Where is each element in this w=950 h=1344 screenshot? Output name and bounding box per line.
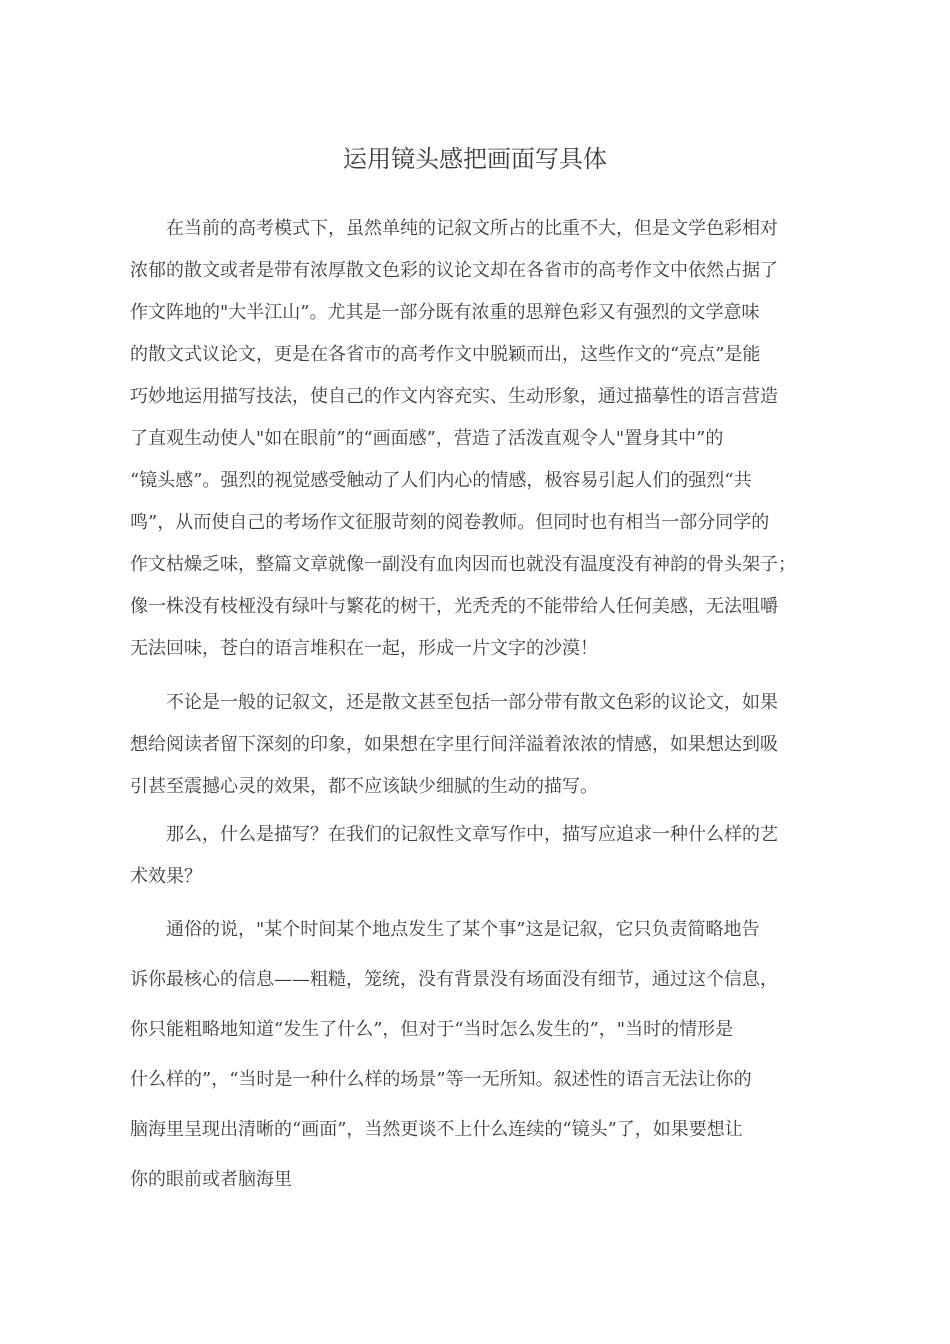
- text-line: 什么样的”，“当时是一种什么样的场景”等一无所知。叙述性的语言无法让你的: [130, 1069, 752, 1090]
- text-line: 不论是一般的记叙文，还是散文甚至包括一部分带有散文色彩的议论文，如果: [166, 692, 778, 713]
- paragraph-1: [130, 208, 820, 670]
- text-line: 术效果？: [130, 866, 202, 887]
- text-line: 浓郁的散文或者是带有浓厚散文色彩的议论文却在各省市的高考作文中依然占据了: [130, 260, 778, 281]
- text-line: 作文枯燥乏味，整篇文章就像一副没有血肉因而也就没有温度没有神韵的骨头架子；: [130, 554, 796, 575]
- text-line: 在当前的高考模式下，虽然单纯的记叙文所占的比重不大，但是文学色彩相对: [166, 218, 778, 239]
- text-line: 通俗的说，"某个时间某个地点发生了某个事”这是记叙，它只负责简略地告: [166, 919, 760, 940]
- text-line: 无法回味，苍白的语言堆积在一起，形成一片文字的沙漠！: [130, 638, 598, 659]
- text-line: “镜头感”。强烈的视觉感受触动了人们内心的情感，极容易引起人们的强烈“共: [130, 470, 752, 491]
- text-line: 诉你最核心的信息——粗糙，笼统，没有背景没有场面没有细节，通过这个信息，: [130, 969, 778, 990]
- text-line: 引甚至震撼心灵的效果，都不应该缺少细腻的生动的描写。: [130, 776, 598, 797]
- text-line: 的散文式议论文，更是在各省市的高考作文中脱颖而出，这些作文的“亮点”是能: [130, 344, 761, 365]
- text-line: 了直观生动使人"如在眼前”的“画面感”，营造了活泼直观令人"置身其中”的: [130, 428, 724, 449]
- text-line: 想给阅读者留下深刻的印象，如果想在字里行间洋溢着浓浓的情感，如果想达到吸: [130, 734, 778, 755]
- text-line: 像一株没有枝桠没有绿叶与繁花的树干，光秃秃的不能带给人任何美感，无法咀嚼: [130, 596, 778, 617]
- text-line: 那么，什么是描写？在我们的记叙性文章写作中，描写应追求一种什么样的艺: [166, 824, 778, 845]
- text-line: 你只能粗略地知道“发生了什么”，但对于“当时怎么发生的”，"当时的情形是: [130, 1019, 734, 1040]
- document-title: 运用镜头感把画面写具体: [343, 145, 607, 173]
- text-line: 作文阵地的"大半江山”。尤其是一部分既有浓重的思辩色彩又有强烈的文学意味: [130, 302, 760, 323]
- text-line: 你的眼前或者脑海里: [130, 1169, 292, 1190]
- text-line: 鸣”，从而使自己的考场作文征服苛刻的阅卷教师。但同时也有相当一部分同学的: [130, 512, 770, 533]
- paragraph-2: [130, 682, 820, 808]
- text-line: 脑海里呈现出清晰的“画面”，当然更谈不上什么连续的“镜头”了，如果要想让: [130, 1119, 743, 1140]
- paragraph-3: [130, 814, 820, 898]
- paragraph-4: [130, 905, 820, 1205]
- text-line: 巧妙地运用描写技法，使自己的作文内容充实、生动形象，通过描摹性的语言营造: [130, 386, 778, 407]
